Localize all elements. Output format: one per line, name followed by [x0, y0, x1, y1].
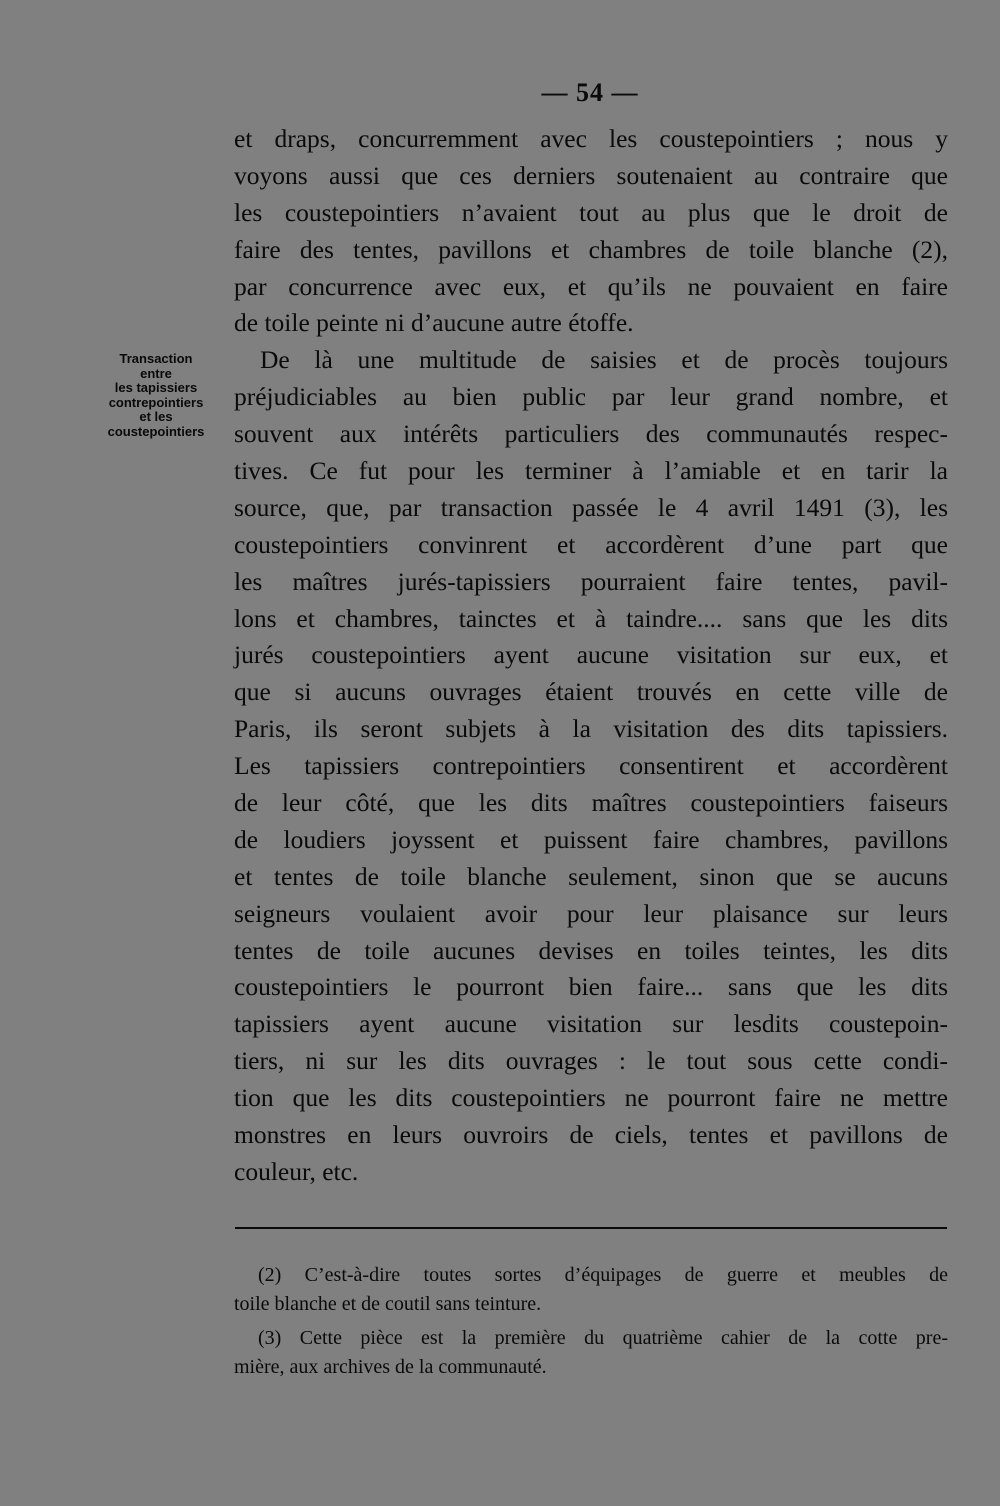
text-line: souvent aux intérêts particuliers des communautés respec-	[234, 419, 948, 449]
margin-note-line: et les	[139, 409, 173, 424]
margin-note-line: Transaction	[119, 351, 193, 366]
text-line: De là une multitude de saisies et de procès toujours	[260, 345, 948, 375]
footnotes	[234, 1261, 948, 1387]
page-number: — 54 —	[541, 78, 639, 107]
text-line: jurés coustepointiers ayent aucune visitation sur eux, et	[234, 640, 948, 670]
text-line: tives. Ce fut pour les terminer à l’amiable et en tarir la	[234, 456, 948, 486]
text-line: tion que les dits coustepointiers ne pourront faire ne mettre	[234, 1083, 948, 1113]
text-line: les maîtres jurés-tapissiers pourraient faire tentes, pavil-	[234, 566, 948, 596]
margin-note-line: coustepointiers	[107, 423, 205, 439]
text-line: monstres en leurs ouvroirs de ciels, tentes et pavillons de	[234, 1120, 948, 1150]
footnote-line: (2) C’est-à-dire toutes sortes d’équipages de guerre et meubles de	[258, 1264, 948, 1286]
footnote-3	[234, 1324, 948, 1382]
text-line: coustepointiers convinrent et accordèrent d’une part que	[234, 529, 948, 559]
text-line: faire des tentes, pavillons et chambres de toile blanche (2),	[234, 234, 948, 264]
footnote-line: mière, aux archives de la communauté.	[234, 1356, 547, 1378]
margin-note-line: entre	[140, 365, 172, 381]
margin-note	[82, 352, 230, 439]
text-line: seigneurs voulaient avoir pour leur plaisance sur leurs	[234, 898, 948, 928]
text-line: lons et chambres, tainctes et à taindre.... sans que les dits	[234, 603, 948, 633]
text-line: source, que, par transaction passée le 4 avril 1491 (3), les	[234, 492, 948, 522]
footnote-divider	[235, 1227, 947, 1229]
footnote-line: (3) Cette pièce est la première du quatrième cahier de la cotte pre-	[258, 1327, 948, 1349]
text-line: voyons aussi que ces derniers soutenaient au contraire que	[234, 160, 948, 190]
main-text	[234, 121, 948, 1191]
text-line: de toile peinte ni d’aucune autre étoffe.	[234, 308, 634, 338]
margin-note-line: les tapissiers	[114, 380, 198, 395]
footnote-2	[234, 1261, 948, 1319]
text-line: de leur côté, que les dits maîtres coustepointiers faiseurs	[234, 788, 948, 818]
footnote-line: toile blanche et de coutil sans teinture.	[234, 1293, 542, 1315]
margin-note-line: contrepointiers	[108, 394, 204, 410]
text-line: Les tapissiers contrepointiers consentirent et accordèrent	[234, 751, 948, 781]
text-line: et draps, concurremment avec les coustepointiers ; nous y	[234, 124, 948, 153]
text-line: par concurrence avec eux, et qu’ils ne pouvaient en faire	[234, 271, 948, 301]
text-line: tentes de toile aucunes devises en toiles teintes, les dits	[234, 935, 948, 965]
text-line: Paris, ils seront subjets à la visitation des dits tapissiers.	[234, 714, 948, 744]
text-line: et tentes de toile blanche seulement, sinon que se aucuns	[234, 861, 948, 891]
text-line: que si aucuns ouvrages étaient trouvés en cette ville de	[234, 677, 948, 707]
text-line: couleur, etc.	[234, 1156, 359, 1186]
text-line: coustepointiers le pourront bien faire... sans que les dits	[234, 972, 948, 1002]
text-line: de loudiers joyssent et puissent faire chambres, pavillons	[234, 824, 948, 854]
text-line: les coustepointiers n’avaient tout au plus que le droit de	[234, 197, 948, 227]
text-line: tapissiers ayent aucune visitation sur lesdits coustepoin-	[234, 1009, 948, 1039]
text-line: tiers, ni sur les dits ouvrages : le tout sous cette condi-	[234, 1046, 948, 1076]
text-line: préjudiciables au bien public par leur grand nombre, et	[234, 382, 948, 412]
